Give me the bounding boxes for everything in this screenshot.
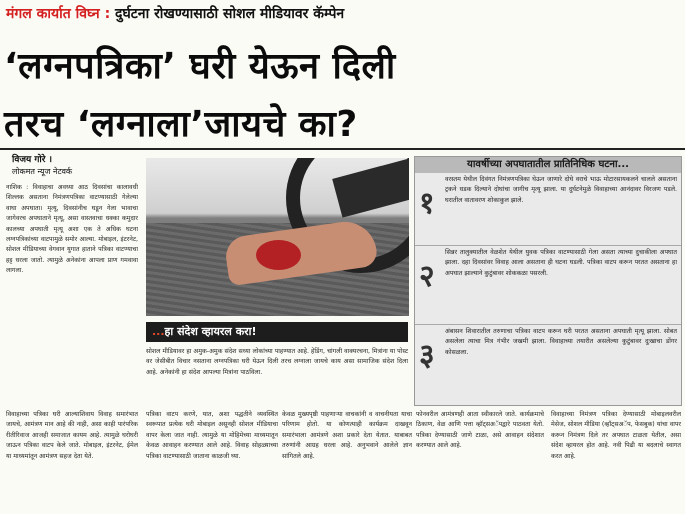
kicker-text: दुर्घटना रोखण्यासाठी सोशल मीडियावर कॅम्पेन — [115, 6, 345, 22]
incident-number: २ — [419, 259, 435, 294]
sidebar-title: यावर्षीच्या अपघातातील प्रातिनिधिक घटना... — [415, 157, 681, 173]
byline — [12, 154, 72, 177]
bottom-column-5: विवाहाच्या निमंत्रण पत्रिका देण्यासाठी मोबाइलवरील मेसेज, सोशल मीडिया (व्हॉट्सअॅप, फेसबुक) यांचा वापर करून निमंत्रण दिले तर अपघात टाळता येतील, असा संदेश व्हायरल होत आहे. नवी पिढी या बदलाचे स्वागत करत आहे. — [551, 411, 681, 460]
bottom-column-1: विवाहाच्या पत्रिका घरी आल्याशिवाय विवाह समारंभात जायचे, आमंत्रण मान आहे की नाही, असा काही पारंपरिक रीतीरिवाज आजही समाजात कायम आहे. त्यामुळे घरोघरी जाऊन पत्रिका वाटप केले जाते. मोबाइल, इंटरनेट, ईमेल या माध्यमांतून आमंत्रण सहज देता येते. — [6, 411, 138, 460]
bottom-column-2: पत्रिका वाटप करणे, यात, अशा पद्धतीने व्यवस्थित स्वरूपात प्रत्येक घरी मोबाइल असूनही सोशल मीडियाचा वापर केला जात नाही. त्यामुळे या मोहिमेच्या माध्यमातून केवळ आवाहन करण्यात आले आहे. विवाह सोहळ्याच्या पत्रिका वाटण्यासाठी जाताना काळजी घ्या. — [146, 411, 278, 460]
incident-item — [415, 173, 681, 246]
viral-message-banner — [146, 322, 408, 342]
incident-item — [415, 325, 681, 403]
incident-text: सिन्नर तालुक्यातील वेळशेत येथील युवक पत्रिका वाटण्यासाठी गेला असता त्याच्या दुचाकीला अपघात झाला. दहा दिवसांवर विवाह आला असताना ही घटना घडली. पत्रिका वाटप करून परतत असताना हा अपघात झाल्याने कुटुंबावर शोककळा पसरली. — [445, 249, 677, 277]
photo-blood — [256, 240, 301, 270]
incident-text: अंबासन शिवारातील तरुणाचा पत्रिका वाटप करून घरी परतत असताना अपघाती मृत्यू झाला. सोबत असलेला त्याचा मित्र गंभीर जखमी झाला. विवाहाच्या तयारीत असलेल्या कुटुंबावर दुःखाचा डोंगर कोसळला. — [445, 328, 677, 356]
byline-desk: लोकमत न्यूज नेटवर्क — [12, 167, 73, 176]
accident-photo — [146, 158, 409, 316]
incident-number: १ — [419, 186, 435, 221]
byline-name: विजय गोरे । — [12, 155, 52, 165]
bottom-column-3: केवळ मुख्यपृष्ठी पाहणाऱ्या वाचकांनी व वाचनीयता याचा परिणाम होतो. या कोणत्याही कार्यक्रम दाखवून समारंभाला आमंत्रणे अशा प्रकारे देता येतात. याबाबत तरुणांनी आग्रह धरला आहे. अनुभवाने आलेले ज्ञान सांगितले आहे. — [282, 411, 412, 460]
incident-item — [415, 246, 681, 325]
headline-line-1: ‘लग्नपत्रिका’ घरी येऊन दिली — [4, 46, 396, 87]
bottom-column-4: फोनवरील आमंत्रणही आता स्वीकारले जाते. कार्यक्रमाचे ठिकाण, वेळ आणि पत्ता व्हॉट्सअॅपद्वारे पाठवता येतो. पत्रिका देण्यासाठी जाणे टाळा, असे आवाहन संदेशात करण्यात आले आहे. — [416, 411, 544, 450]
headline-line-2: तरच ‘लग्नाला’जायचे का? — [4, 104, 358, 145]
incident-text: वरस्तम येथील दिवंगत निमंत्रणपत्रिका घेऊन जाणारे दोघे वराचे भाऊ मोटारसायकलने चालले असताना ट्रकने धडक दिल्याने दोघांचा जागीच मृत्यू झाला. या दुर्घटनेमुळे विवाहाच्या आनंदावर विरजण पडले. घरातील वातावरण शोकाकुल झाले. — [445, 176, 677, 204]
headline-divider — [0, 148, 685, 150]
banner-body: सोशल मीडियावर हा अमुक-अमुक संदेश सध्या लोकांच्या पाहण्यात आहे. हेडिंग, चांगली वाक्यरचना, मित्रांना या पोस्ट वर जेसीबीत विचार नसताना लग्नपत्रिका घरी येऊन दिली तरच लग्नाला जायचे काय असा सामाजिक संदेश दिला आहे. अनेकांनी हा संदेश आपल्या मित्रांना पाठविला. — [146, 348, 408, 376]
banner-title: हा संदेश व्हायरल करा! — [164, 325, 257, 338]
banner-prefix: ... — [152, 325, 165, 338]
incidents-sidebar — [414, 156, 682, 406]
incident-number: ३ — [419, 338, 435, 373]
left-column-text: नाशिक : विवाहाचा अवध्या आठ दिवसांचा कालावधी शिल्लक असताना निमंत्रणपत्रिका वाटण्यासाठी गेलेल्या वाघा अपघाता। मृत्यू, दिवसांनीच घडून गेला भावाचा जागेवरच अपघाताने मृत्यू, असा वास्तवाचा धक्का कमुदार कालच्या अपघाती मृत्यू अशा एक ते अधिक घटना लग्नपत्रिकांच्या वाटपामुळे समोर आल्या. मोबाइल, इंटरनेट, सोशल मीडियाच्या वेगवान युगात हाताने पत्रिका वाटण्याचा हट्ट धरला जातो. त्यामुळे अनेकांना आपला प्राण गमवावा लागला. — [6, 184, 138, 275]
kicker — [6, 4, 344, 23]
kicker-label: मंगल कार्यात विघ्न : — [6, 6, 111, 22]
